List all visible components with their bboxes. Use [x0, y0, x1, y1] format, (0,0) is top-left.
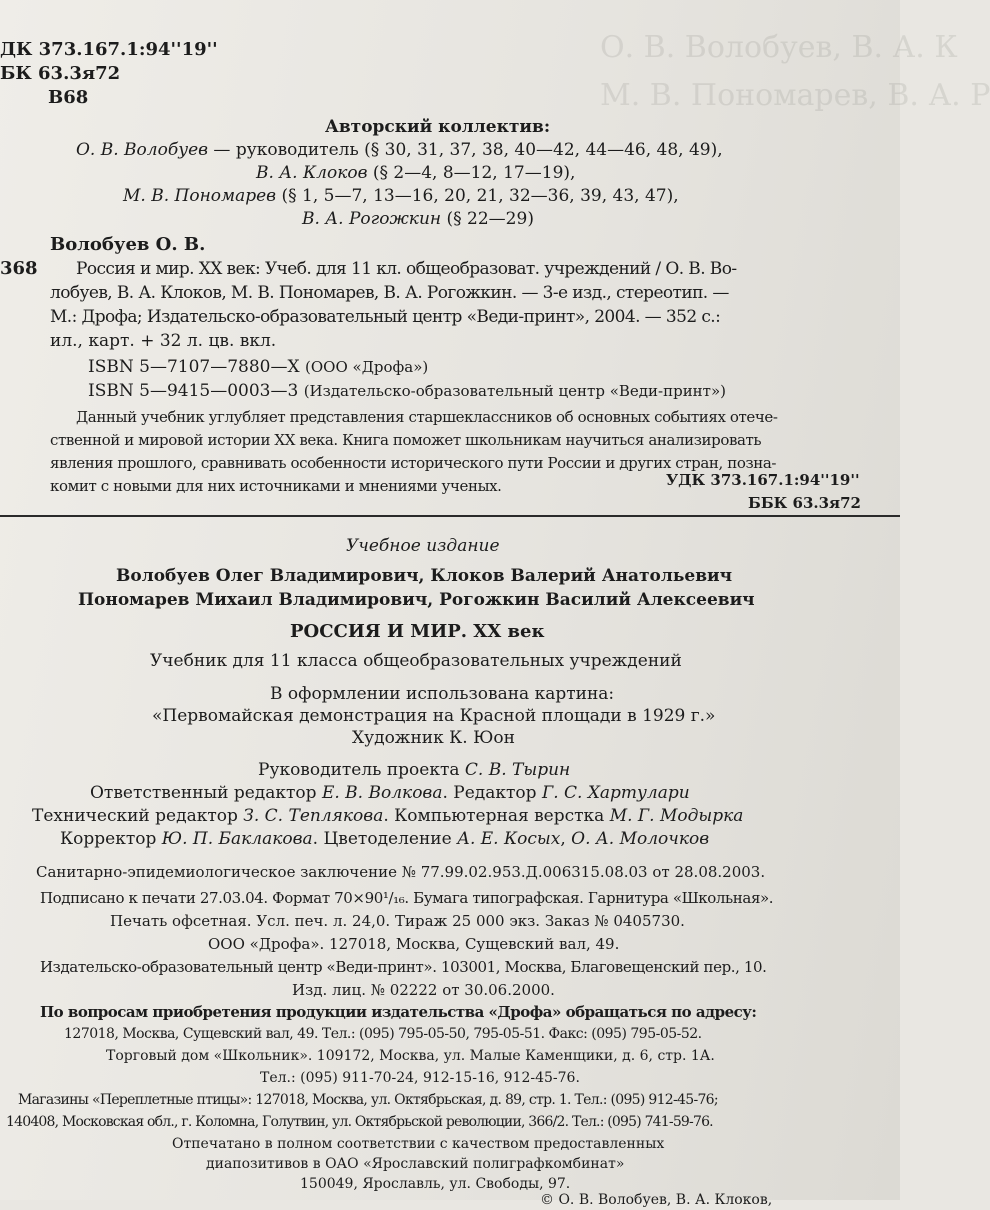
purchase-line: Торговый дом «Школьник». 109172, Москва, ул. Малые Каменщики, д. 6, стр. 1А. [106, 1048, 715, 1064]
biblio-line: Россия и мир. XX век: Учеб. для 11 кл. общеобразоват. учреждений / О. В. Во- [76, 259, 737, 279]
bbk-footer: ББК 63.3я72 [748, 494, 861, 512]
imprint-line: Изд. лиц. № 02222 от 30.06.2000. [292, 981, 555, 999]
edition-type: Учебное издание [346, 536, 500, 556]
printer-line: диапозитивов в ОАО «Ярославский полиграфкомбинат» [206, 1156, 625, 1172]
udk-header: ДК 373.167.1:94''19'' [0, 39, 218, 60]
annotation-line: комит с новыми для них источниками и мнениями ученых. [50, 477, 502, 495]
book-subtitle: Учебник для 11 класса общеобразовательных учреждений [150, 651, 682, 671]
cover-note: Художник К. Юон [352, 728, 515, 748]
isbn-line: ISBN 5—7107—7880—X (ООО «Дрофа») [88, 357, 429, 377]
purchase-line: Магазины «Переплетные птицы»: 127018, Москва, ул. Октябрьская, д. 89, стр. 1. Тел.: (095) 912-45-76; [18, 1092, 718, 1108]
book-title: РОССИЯ И МИР. XX век [290, 621, 545, 642]
edition-authors: Волобуев Олег Владимирович, Клоков Валерий Анатольевич [116, 566, 733, 586]
collective-line: В. А. Рогожкин (§ 22—29) [302, 209, 534, 229]
imprint-line: Подписано к печати 27.03.04. Формат 70×90¹/₁₆. Бумага типографская. Гарнитура «Школьная». [40, 889, 774, 907]
imprint-line: ООО «Дрофа». 127018, Москва, Сущевский вал, 49. [208, 935, 620, 953]
purchase-line: 140408, Московская обл., г. Коломна, Голутвин, ул. Октябрьской революции, 366/2. Тел.: (095) 741-59-76. [6, 1114, 713, 1130]
biblio-author: Волобуев О. В. [50, 234, 206, 255]
annotation-line: явления прошлого, сравнивать особенности исторического пути России и других стран, позна- [50, 454, 777, 472]
biblio-line: М.: Дрофа; Издательско-образовательный центр «Веди-принт», 2004. — 352 с.: [50, 307, 721, 327]
cover-note: В оформлении использована картина: [270, 684, 615, 704]
credits-line: Ответственный редактор Е. В. Волкова. Редактор Г. С. Хартулари [90, 783, 690, 803]
isbn-line: ISBN 5—9415—0003—3 (Издательско-образовательный центр «Веди-принт») [88, 381, 727, 401]
bbk-header: БК 63.3я72 [0, 63, 121, 84]
edition-authors: Пономарев Михаил Владимирович, Рогожкин Василий Алексеевич [78, 590, 755, 610]
purchase-line: 127018, Москва, Сущевский вал, 49. Тел.: (095) 795-05-50, 795-05-51. Факс: (095) 795-05-52. [64, 1026, 702, 1042]
collective-title: Авторский коллектив: [325, 117, 551, 137]
imprint-line: Санитарно-эпидемиологическое заключение № 77.99.02.953.Д.006315.08.03 от 28.08.2003. [36, 863, 766, 881]
section-divider [0, 515, 900, 517]
biblio-code: 368 [0, 258, 38, 279]
imprint-line: Печать офсетная. Усл. печ. л. 24,0. Тираж 25 000 экз. Заказ № 0405730. [110, 912, 685, 930]
credits-line: Корректор Ю. П. Баклакова. Цветоделение А. Е. Косых, О. А. Молочков [60, 829, 710, 849]
imprint-line: Издательско-образовательный центр «Веди-принт». 103001, Москва, Благовещенский пер., 10. [40, 958, 767, 976]
udk-footer: УДК 373.167.1:94''19'' [666, 471, 860, 489]
cover-note: «Первомайская демонстрация на Красной площади в 1929 г.» [152, 706, 716, 726]
collective-line: М. В. Пономарев (§ 1, 5—7, 13—16, 20, 21, 32—36, 39, 43, 47), [123, 186, 679, 206]
collective-line: В. А. Клоков (§ 2—4, 8—12, 17—19), [256, 163, 576, 183]
book-code: В68 [48, 87, 89, 108]
annotation-line: ственной и мировой истории XX века. Книга поможет школьникам научиться анализировать [50, 431, 762, 449]
printer-line: 150049, Ярославль, ул. Свободы, 97. [300, 1176, 571, 1192]
collective-line: О. В. Волобуев — руководитель (§ 30, 31, 37, 38, 40—42, 44—46, 48, 49), [76, 140, 723, 160]
purchase-line: Тел.: (095) 911-70-24, 912-15-16, 912-45-76. [260, 1070, 580, 1086]
printer-line: Отпечатано в полном соответствии с качеством предоставленных [172, 1136, 665, 1152]
biblio-line: ил., карт. + 32 л. цв. вкл. [50, 331, 277, 351]
credits-line: Руководитель проекта С. В. Тырин [258, 760, 571, 780]
biblio-line: лобуев, В. А. Клоков, М. В. Пономарев, В. А. Рогожкин. — 3-е изд., стереотип. — [50, 283, 729, 303]
copyright: © О. В. Волобуев, В. А. Клоков, [540, 1192, 773, 1208]
credits-line: Технический редактор З. С. Теплякова. Компьютерная верстка М. Г. Модырка [32, 806, 744, 826]
show-through: М. В. Пономарев, В. А. Р [600, 78, 990, 113]
purchase-heading: По вопросам приобретения продукции издательства «Дрофа» обращаться по адресу: [40, 1003, 757, 1021]
annotation-line: Данный учебник углубляет представления старшеклассников об основных событиях отече- [76, 408, 778, 426]
show-through: О. В. Волобуев, В. А. К [600, 30, 958, 65]
